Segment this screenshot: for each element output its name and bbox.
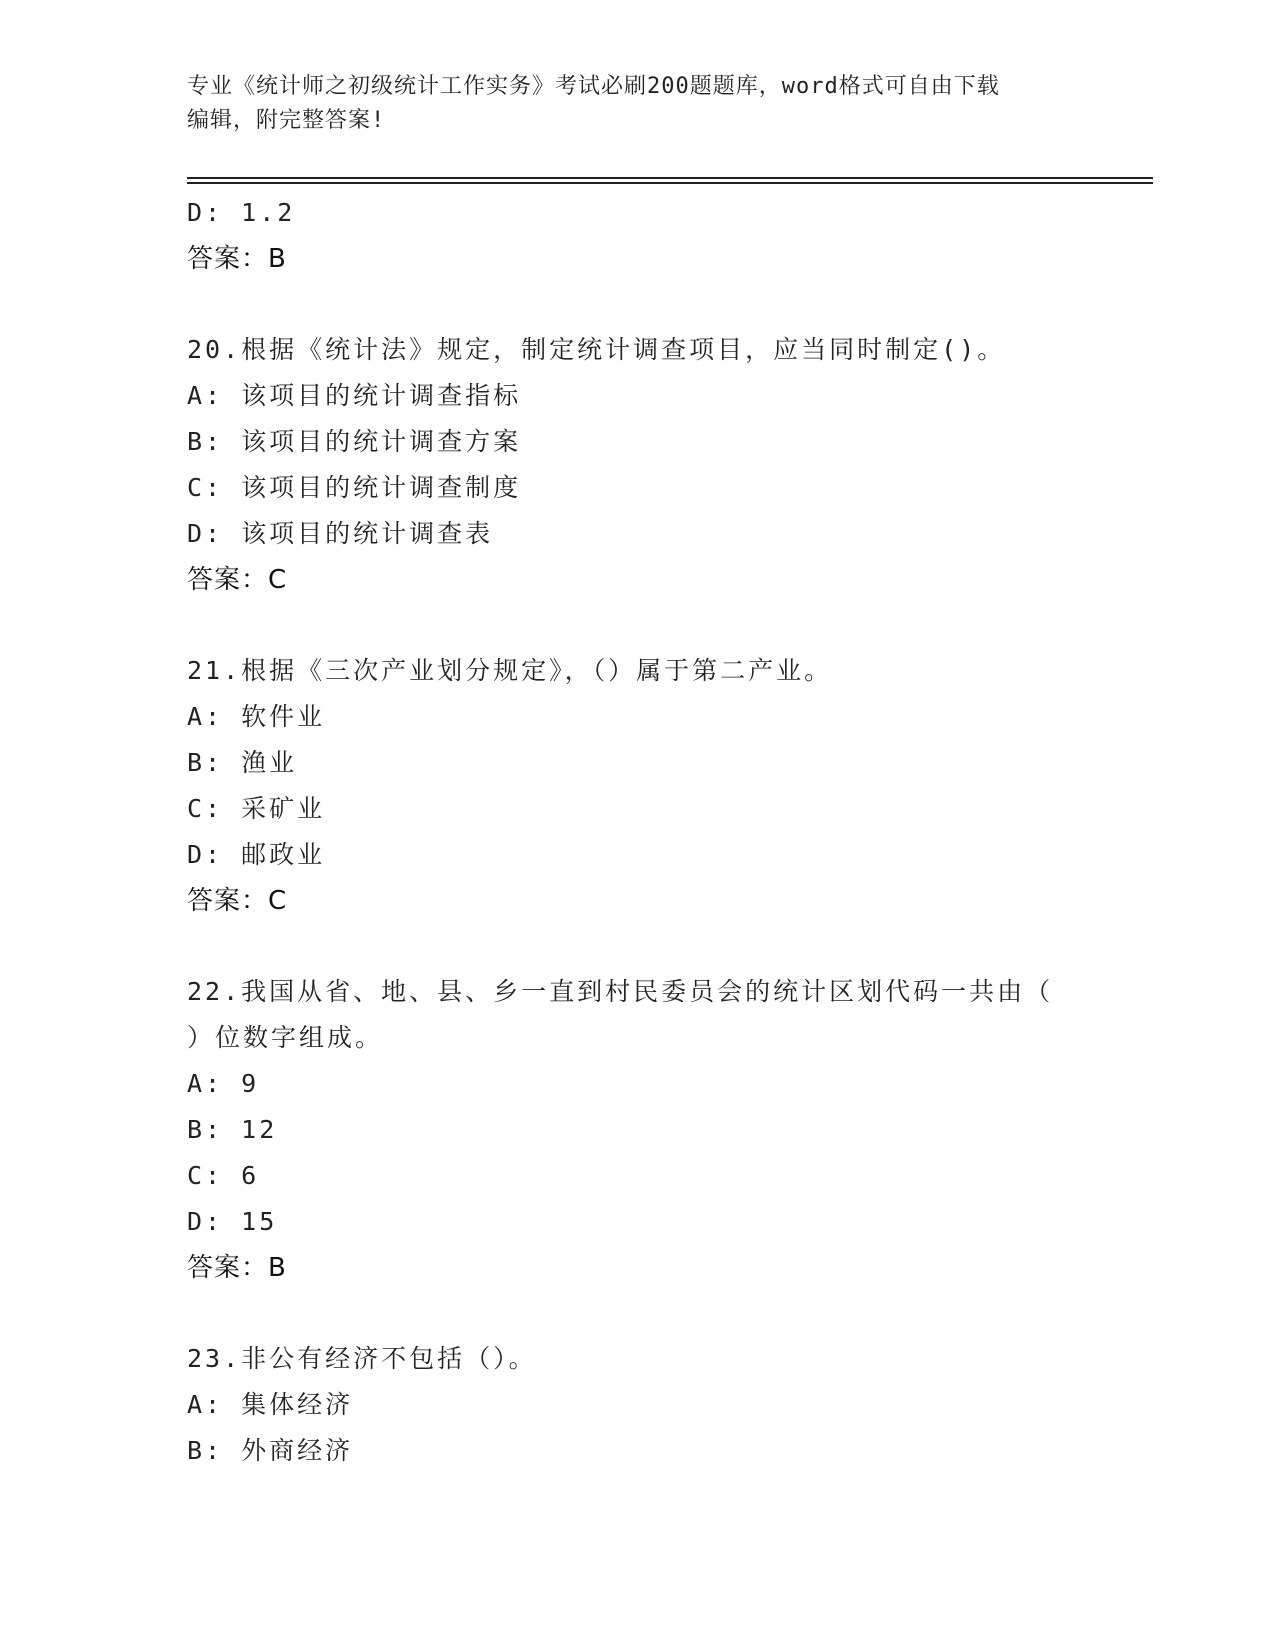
option-d: D: 1.2: [187, 198, 296, 227]
option-b: B: 该项目的统计调查方案: [187, 427, 522, 456]
option-a: A: 软件业: [187, 702, 326, 731]
question-21: [187, 648, 1087, 924]
question-stem: 21.根据《三次产业划分规定》，（）属于第二产业。: [187, 656, 833, 685]
header-line-2: 编辑，附完整答案!: [187, 108, 386, 133]
header-line-1: 专业《统计师之初级统计工作实务》考试必刷200题题库，word格式可自由下载: [187, 74, 1000, 99]
question-20: [187, 327, 1087, 603]
option-b: B: 渔业: [187, 748, 298, 777]
question-stem-line-1: 22.我国从省、地、县、乡一直到村民委员会的统计区划代码一共由（: [187, 977, 1054, 1006]
option-c: C: 6: [187, 1161, 260, 1190]
question-stem: 20.根据《统计法》规定，制定统计调查项目，应当同时制定()。: [187, 335, 1006, 364]
option-d: D: 该项目的统计调查表: [187, 519, 494, 548]
question-22: [187, 969, 1087, 1291]
document-body: [187, 190, 1087, 1474]
option-b: B: 12: [187, 1115, 278, 1144]
option-c: C: 采矿业: [187, 794, 326, 823]
option-a: A: 该项目的统计调查指标: [187, 381, 522, 410]
answer: 答案：B: [187, 244, 287, 274]
question-23: [187, 1336, 1087, 1474]
option-a: A: 9: [187, 1069, 260, 1098]
option-d: D: 邮政业: [187, 840, 326, 869]
previous-question-tail: [187, 190, 1087, 282]
answer: 答案：B: [187, 1253, 287, 1283]
header-rule-top: [187, 177, 1153, 179]
option-b: B: 外商经济: [187, 1436, 354, 1465]
option-d: D: 15: [187, 1207, 278, 1236]
option-a: A: 集体经济: [187, 1390, 354, 1419]
question-stem-line-2: ）位数字组成。: [187, 1023, 384, 1052]
header-rule-bottom: [187, 182, 1153, 184]
document-header: [187, 70, 1087, 138]
question-stem: 23.非公有经济不包括（）。: [187, 1344, 537, 1373]
option-c: C: 该项目的统计调查制度: [187, 473, 522, 502]
answer: 答案：C: [187, 565, 288, 595]
answer: 答案：C: [187, 886, 288, 916]
